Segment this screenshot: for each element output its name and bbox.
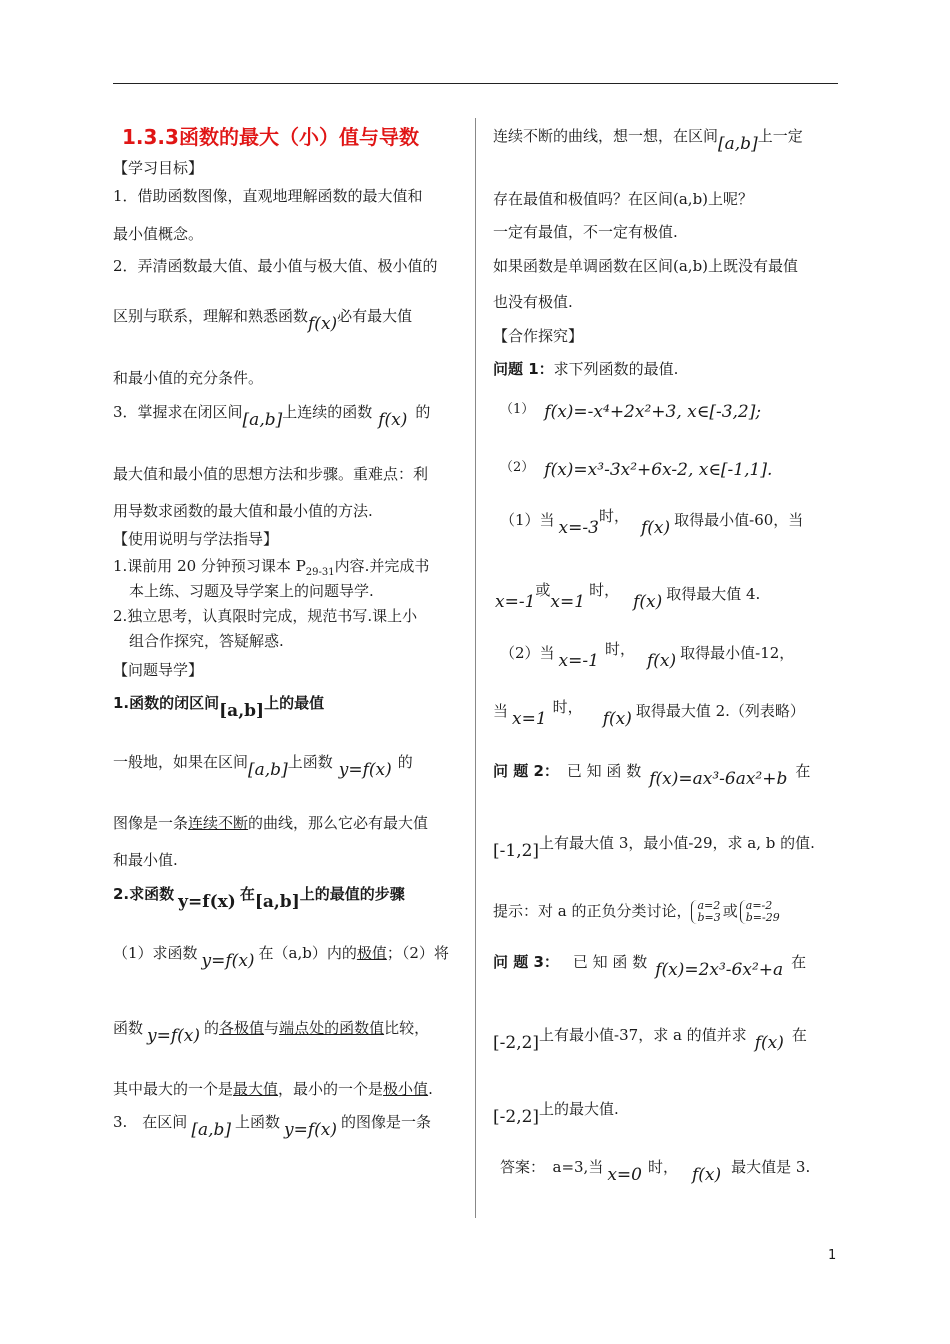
para-1-line-2: 图像是一条连续不断的曲线，那么它必有最大值 bbox=[113, 814, 429, 832]
para-2-line-2: 函数 y=f(x) 的各极值与端点处的函数值比较， bbox=[113, 1019, 430, 1046]
question-3-line-3: [-2,2]上的最大值. bbox=[493, 1100, 619, 1127]
answer-2-line-2: 当 x=1时，f(x) 取得最大值 2.（列表略） bbox=[493, 698, 805, 729]
question-3-line-2: [-2,2]上有最小值-37，求 a 的值并求 f(x) 在 bbox=[493, 1026, 807, 1053]
usage-header: 【使用说明与学法指导】 bbox=[113, 530, 279, 548]
section-2-heading: 2.求函数 y=f(x) 在[a,b]上的最值的步骤 bbox=[113, 885, 405, 912]
usage-2-line-2: 组合作探究，答疑解惑. bbox=[129, 632, 284, 650]
guide-header: 【问题导学】 bbox=[113, 661, 204, 679]
section-1-heading: 1.函数的闭区间[a,b]上的最值 bbox=[113, 694, 325, 721]
usage-1-line-2: 本上练、习题及导学案上的问题导学. bbox=[129, 582, 374, 600]
goal-1-line-1: 1．借助函数图像，直观地理解函数的最大值和 bbox=[113, 187, 423, 205]
para-3-line-1: 3. 在区间 [a,b] 上函数 y=f(x) 的图像是一条 bbox=[113, 1113, 432, 1140]
goal-3-line-1: 3．掌握求在闭区间[a,b]上连续的函数 f(x) 的 bbox=[113, 403, 431, 430]
usage-1-line-1: 1.课前用 20 分钟预习课本 $P_{29-31}$内容.并完成书 bbox=[113, 557, 430, 578]
goal-3-line-2: 最大值和最小值的思想方法和步骤。重难点：利 bbox=[113, 465, 429, 483]
goal-2-line-3: 和最小值的充分条件。 bbox=[113, 369, 264, 387]
goals-header: 【学习目标】 bbox=[113, 159, 204, 177]
answer-3: 答案： a=3,当 x=0 时， f(x) 最大值是 3. bbox=[500, 1158, 811, 1185]
header-rule bbox=[113, 83, 838, 84]
question-1-part-1: （1） f(x)=-x⁴+2x²+3, x∈[-3,2]; bbox=[500, 402, 762, 422]
right-line-2: 存在最值和极值吗？在区间(a,b)上呢？ bbox=[493, 190, 754, 208]
goal-2-line-2: 区别与联系，理解和熟悉函数f(x)必有最大值 bbox=[113, 307, 413, 334]
answer-1-line-2: x=-1或x=1时，f(x) 取得最大值 4. bbox=[495, 581, 761, 612]
right-line-4: 如果函数是单调函数在区间(a,b)上既没有最值 bbox=[493, 257, 799, 275]
goal-2-line-1: 2．弄清函数最大值、最小值与极大值、极小值的 bbox=[113, 257, 438, 275]
question-2-hint: 提示：对 a 的正负分类讨论， a=2 b=3 或 a=-2 b=-29 bbox=[493, 899, 780, 924]
question-1-part-2: （2） f(x)=x³-3x²+6x-2, x∈[-1,1]. bbox=[500, 460, 773, 480]
answer-1-line-1: （1）当 x=-3时，f(x) 取得最小值-60，当 bbox=[500, 507, 804, 538]
right-line-5: 也没有极值. bbox=[493, 293, 573, 311]
question-1: 问题 1：求下列函数的最值. bbox=[493, 360, 679, 378]
page-title: 1.3.3函数的最大（小）值与导数 bbox=[122, 125, 419, 149]
question-2-line-2: [-1,2]上有最大值 3，最小值-29，求 a, b 的值. bbox=[493, 834, 815, 861]
para-2-line-3: 其中最大的一个是最大值，最小的一个是极小值. bbox=[113, 1080, 433, 1098]
hint-system-2: a=-2 b=-29 bbox=[740, 900, 780, 924]
right-line-3: 一定有最值，不一定有极值. bbox=[493, 223, 678, 241]
answer-2-line-1: （2）当 x=-1时，f(x) 取得最小值-12， bbox=[500, 640, 795, 671]
hint-system-1: a=2 b=3 bbox=[691, 900, 720, 924]
usage-2-line-1: 2.独立思考，认真限时完成，规范书写.课上小 bbox=[113, 607, 418, 625]
para-1-line-1: 一般地，如果在区间[a,b]上函数 y=f(x) 的 bbox=[113, 753, 413, 780]
page-number: 1 bbox=[828, 1248, 837, 1263]
goal-3-line-3: 用导数求函数的最大值和最小值的方法. bbox=[113, 502, 373, 520]
coop-header: 【合作探究】 bbox=[493, 327, 584, 345]
column-divider bbox=[475, 118, 476, 1218]
goal-1-line-2: 最小值概念。 bbox=[113, 225, 204, 243]
para-1-line-3: 和最小值. bbox=[113, 851, 178, 869]
right-line-1: 连续不断的曲线，想一想，在区间[a,b]上一定 bbox=[493, 127, 803, 154]
para-2-line-1: （1）求函数 y=f(x) 在（a,b）内的极值；（2）将 bbox=[113, 944, 449, 971]
question-3: 问 题 3： 已 知 函 数 f(x)=2x³-6x²+a 在 bbox=[493, 953, 807, 980]
question-2: 问 题 2： 已 知 函 数 f(x)=ax³-6ax²+b 在 bbox=[493, 762, 811, 789]
